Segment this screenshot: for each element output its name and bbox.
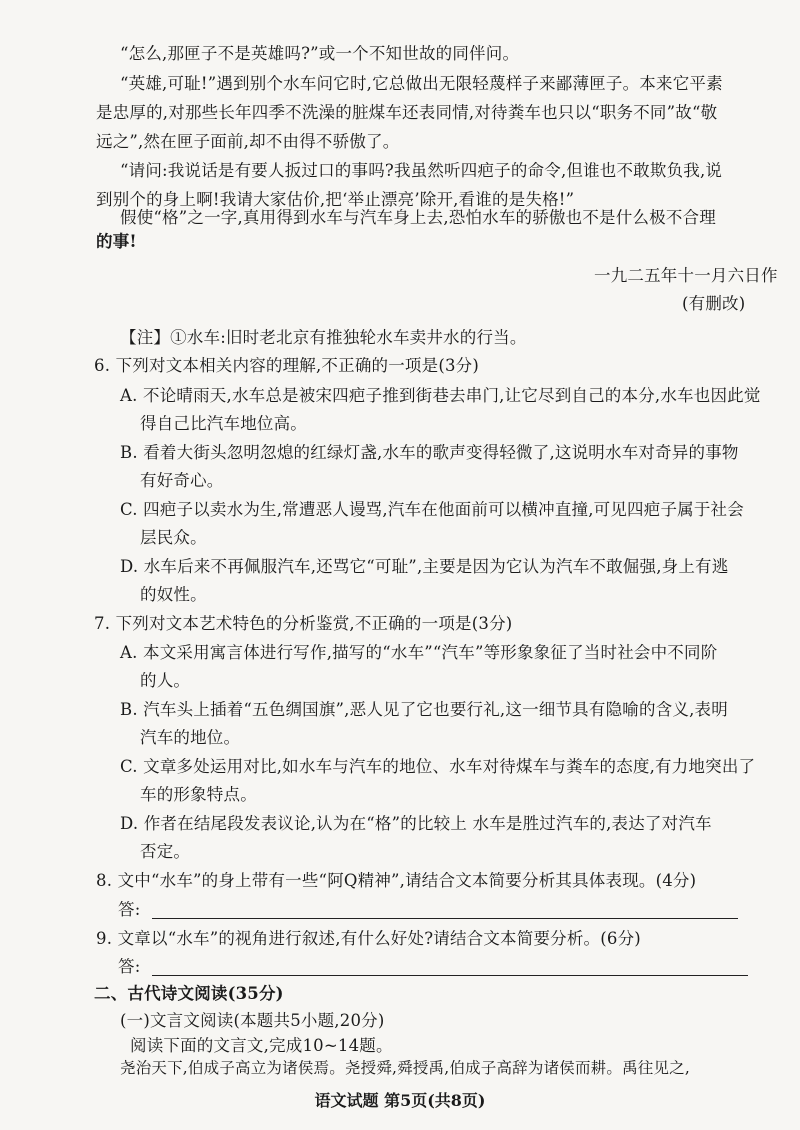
q7-option-c-cont: 车的形象特点。 bbox=[140, 785, 257, 804]
passage-line: 到别个的身上啊!我请大家估价,把‘举止漂亮’除开,看谁的是失格!” bbox=[96, 190, 575, 209]
q7-option-d: D. 作者在结尾段发表议论,认为在“格”的比较上 水车是胜过汽车的,表达了对汽车 bbox=[120, 814, 712, 833]
q7-option-b-cont: 汽车的地位。 bbox=[140, 728, 241, 747]
answer-label-8: 答: bbox=[118, 900, 141, 919]
q6-option-d: D. 水车后来不再佩服汽车,还骂它“可耻”,主要是因为它认为汽车不敢倔强,身上有逃 bbox=[120, 557, 729, 576]
q6-option-a: A. 不论晴雨天,水车总是被宋四疤子推到街巷去串门,让它尽到自己的本分,水车也因此觉 bbox=[120, 386, 761, 405]
date-line: 一九二五年十一月六日作 bbox=[594, 266, 778, 285]
answer-line-8[interactable] bbox=[152, 918, 738, 919]
q6-option-c-cont: 层民众。 bbox=[140, 528, 207, 547]
answer-line-9[interactable] bbox=[152, 975, 748, 976]
passage-line: “怎么,那匣子不是英雄吗?”或一个不知世故的同伴问。 bbox=[120, 44, 520, 63]
q7-option-d-cont: 否定。 bbox=[140, 842, 191, 861]
question-9: 9. 文章以“水车”的视角进行叙述,有什么好处?请结合文本简要分析。(6分) bbox=[96, 929, 641, 948]
reading-instruction: 阅读下面的文言文,完成10~14题。 bbox=[130, 1036, 393, 1055]
passage-line: “请问:我说话是有要人扳过口的事吗?我虽然听四疤子的命令,但谁也不敢欺负我,说 bbox=[120, 161, 723, 180]
q6-option-b: B. 看着大街头忽明忽熄的红绿灯盏,水车的歌声变得轻微了,这说明水车对奇异的事物 bbox=[120, 443, 739, 462]
footnote: 【注】①水车:旧时老北京有推独轮水车卖井水的行当。 bbox=[120, 328, 527, 347]
abridged-note: (有删改) bbox=[682, 294, 746, 313]
passage-line: 的事! bbox=[96, 232, 137, 251]
q6-option-a-cont: 得自己比汽车地位高。 bbox=[140, 414, 307, 433]
question-8: 8. 文中“水车”的身上带有一些“阿Q精神”,请结合文本简要分析其具体表现。(4分) bbox=[96, 871, 697, 890]
passage-line: 远之”,然在匣子面前,却不由得不骄傲了。 bbox=[96, 132, 400, 151]
q6-option-c: C. 四疤子以卖水为生,常遭恶人谩骂,汽车在他面前可以横冲直撞,可见四疤子属于社会 bbox=[120, 500, 744, 519]
answer-label-9: 答: bbox=[118, 957, 141, 976]
q7-option-a: A. 本文采用寓言体进行写作,描写的“水车”“汽车”等形象象征了当时社会中不同阶 bbox=[120, 643, 718, 662]
q6-option-d-cont: 的奴性。 bbox=[140, 585, 207, 604]
q6-option-b-cont: 有好奇心。 bbox=[140, 471, 224, 490]
q7-option-a-cont: 的人。 bbox=[140, 671, 191, 690]
passage-line: “英雄,可耻!”遇到别个水车问它时,它总做出无限轻蔑样子来鄙薄匣子。本来它平素 bbox=[120, 74, 723, 93]
passage-line: 是忠厚的,对那些长年四季不洗澡的脏煤车还表同情,对待粪车也只以“职务不同”故“敬 bbox=[96, 103, 718, 122]
question-6-stem: 6. 下列对文本相关内容的理解,不正确的一项是(3分) bbox=[94, 356, 480, 375]
passage-line: 假使“格”之一字,真用得到水车与汽车身上去,恐怕水车的骄傲也不是什么极不合理 bbox=[120, 208, 716, 227]
page-footer: 语文试题 第5页(共8页) bbox=[314, 1091, 486, 1110]
section-2-heading: 二、古代诗文阅读(35分) bbox=[94, 984, 284, 1003]
q7-option-c: C. 文章多处运用对比,如水车与汽车的地位、水车对待煤车与粪车的态度,有力地突出了 bbox=[120, 757, 756, 776]
classical-text-line: 尧治天下,伯成子高立为诸侯焉。尧授舜,舜授禹,伯成子高辞为诸侯而耕。禹往见之, bbox=[120, 1059, 691, 1077]
q7-option-b: B. 汽车头上插着“五色绸国旗”,恶人见了它也要行礼,这一细节具有隐喻的含义,表明 bbox=[120, 700, 728, 719]
question-7-stem: 7. 下列对文本艺术特色的分析鉴赏,不正确的一项是(3分) bbox=[94, 614, 513, 633]
subsection-1-heading: (一)文言文阅读(本题共5小题,20分) bbox=[120, 1011, 385, 1030]
